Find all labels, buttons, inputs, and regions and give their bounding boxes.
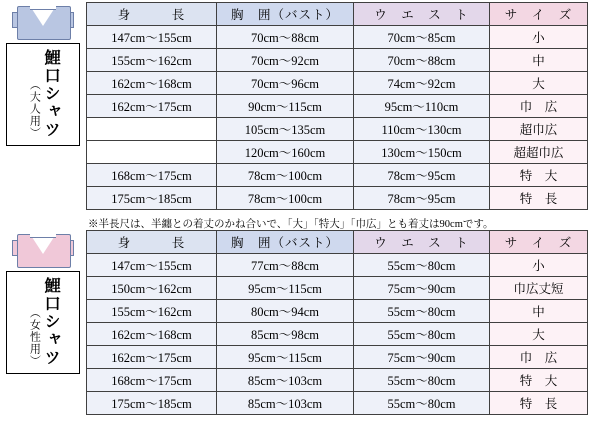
- table-row: [87, 346, 588, 369]
- cell-waist: 78cm〜95cm: [354, 187, 490, 210]
- cell-waist: 55cm〜80cm: [354, 323, 490, 346]
- cell-bust: 85cm〜103cm: [217, 392, 354, 415]
- table-header-row: [87, 3, 588, 26]
- cell-size: 大: [490, 72, 588, 95]
- column-header-size: サ イ ズ: [490, 231, 588, 254]
- cell-waist: 110cm〜130cm: [354, 118, 490, 141]
- cell-bust: 70cm〜92cm: [217, 49, 354, 72]
- cell-size: 特 大: [490, 369, 588, 392]
- cell-waist: 70cm〜85cm: [354, 26, 490, 49]
- label-column-women: [0, 230, 86, 374]
- cell-size: 中: [490, 49, 588, 72]
- table-wrap-women: [86, 230, 600, 415]
- cell-size: 特 長: [490, 392, 588, 415]
- cell-height: 162cm〜175cm: [87, 95, 217, 118]
- table-row: [87, 72, 588, 95]
- cell-size: 巾広丈短: [490, 277, 588, 300]
- cell-bust: 85cm〜98cm: [217, 323, 354, 346]
- cell-waist: 78cm〜95cm: [354, 164, 490, 187]
- chart-title-women: [6, 271, 80, 374]
- cell-height: 150cm〜162cm: [87, 277, 217, 300]
- table-row: [87, 392, 588, 415]
- table-row: [87, 300, 588, 323]
- chart-title-adult: [6, 43, 80, 146]
- table-row: [87, 49, 588, 72]
- table-wrap-adult: [86, 2, 600, 231]
- column-header-waist: ウ エ ス ト: [354, 3, 490, 26]
- cell-height: 162cm〜168cm: [87, 72, 217, 95]
- cell-waist: 95cm〜110cm: [354, 95, 490, 118]
- cell-height: 162cm〜175cm: [87, 346, 217, 369]
- cell-waist: 75cm〜90cm: [354, 346, 490, 369]
- chart-title-main-women: 鯉口シャツ: [42, 277, 60, 367]
- cell-size: 巾 広: [490, 346, 588, 369]
- cell-bust: 95cm〜115cm: [217, 346, 354, 369]
- table-row: [87, 95, 588, 118]
- column-header-size: サ イ ズ: [490, 3, 588, 26]
- table-row: [87, 254, 588, 277]
- label-column-adult: [0, 2, 86, 146]
- cell-size: 超巾広: [490, 118, 588, 141]
- column-header-waist: ウ エ ス ト: [354, 231, 490, 254]
- table-row: [87, 187, 588, 210]
- table-row: [87, 369, 588, 392]
- cell-bust: 105cm〜135cm: [217, 118, 354, 141]
- size-chart-block-women: [0, 230, 600, 415]
- cell-height: 155cm〜162cm: [87, 49, 217, 72]
- cell-waist: 130cm〜150cm: [354, 141, 490, 164]
- cell-bust: 120cm〜160cm: [217, 141, 354, 164]
- cell-size: 巾 広: [490, 95, 588, 118]
- cell-bust: 78cm〜100cm: [217, 164, 354, 187]
- column-header-bust: 胸 囲（バスト）: [217, 231, 354, 254]
- cell-size: 中: [490, 300, 588, 323]
- chart-note-adult: ※半長尺は、半纏との着丈のかね合いで、「大」「特大」「巾広」とも着丈は90cmです。: [88, 219, 494, 230]
- table-row: [87, 26, 588, 49]
- cell-height: 168cm〜175cm: [87, 369, 217, 392]
- size-chart-block-adult: [0, 2, 600, 231]
- column-header-height: 身 長: [87, 231, 217, 254]
- cell-height-empty: [87, 118, 217, 141]
- cell-size: 小: [490, 26, 588, 49]
- chart-title-sub-adult: （大人用）: [28, 79, 41, 139]
- table-row: [87, 323, 588, 346]
- cell-height: 175cm〜185cm: [87, 187, 217, 210]
- chart-title-sub-women: （女性用）: [28, 307, 41, 367]
- cell-waist: 55cm〜80cm: [354, 369, 490, 392]
- cell-size: 小: [490, 254, 588, 277]
- kimono-shirt-blue-icon: [12, 4, 74, 40]
- cell-height: 175cm〜185cm: [87, 392, 217, 415]
- cell-waist: 55cm〜80cm: [354, 254, 490, 277]
- cell-height: 168cm〜175cm: [87, 164, 217, 187]
- cell-waist: 75cm〜90cm: [354, 277, 490, 300]
- kimono-shirt-pink-icon: [12, 232, 74, 268]
- cell-bust: 70cm〜88cm: [217, 26, 354, 49]
- cell-bust: 90cm〜115cm: [217, 95, 354, 118]
- cell-height: 147cm〜155cm: [87, 26, 217, 49]
- cell-bust: 77cm〜88cm: [217, 254, 354, 277]
- table-row: [87, 118, 588, 141]
- cell-height: 162cm〜168cm: [87, 323, 217, 346]
- cell-bust: 95cm〜115cm: [217, 277, 354, 300]
- cell-waist: 55cm〜80cm: [354, 392, 490, 415]
- cell-height: 155cm〜162cm: [87, 300, 217, 323]
- table-row: [87, 141, 588, 164]
- cell-waist: 74cm〜92cm: [354, 72, 490, 95]
- cell-bust: 70cm〜96cm: [217, 72, 354, 95]
- chart-title-main-adult: 鯉口シャツ: [42, 49, 60, 139]
- cell-waist: 55cm〜80cm: [354, 300, 490, 323]
- size-table-adult: [86, 2, 588, 210]
- table-header-row: [87, 231, 588, 254]
- size-table-women: [86, 230, 588, 415]
- table-row: [87, 277, 588, 300]
- cell-bust: 80cm〜94cm: [217, 300, 354, 323]
- cell-height: 147cm〜155cm: [87, 254, 217, 277]
- cell-bust: 78cm〜100cm: [217, 187, 354, 210]
- column-header-height: 身 長: [87, 3, 217, 26]
- cell-height-empty: [87, 141, 217, 164]
- column-header-bust: 胸 囲（バスト）: [217, 3, 354, 26]
- cell-size: 超超巾広: [490, 141, 588, 164]
- cell-size: 特 長: [490, 187, 588, 210]
- cell-size: 特 大: [490, 164, 588, 187]
- cell-waist: 70cm〜88cm: [354, 49, 490, 72]
- table-row: [87, 164, 588, 187]
- cell-bust: 85cm〜103cm: [217, 369, 354, 392]
- cell-size: 大: [490, 323, 588, 346]
